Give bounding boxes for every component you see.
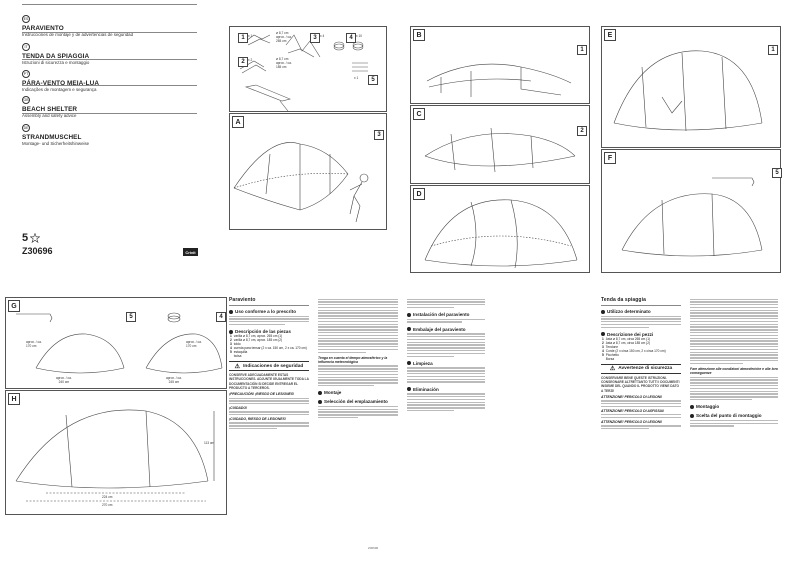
language-code-badge: PT xyxy=(23,72,29,76)
figure-panel-d xyxy=(410,185,590,273)
g-left-width: aprox. / ca. 240 cm xyxy=(56,376,72,384)
panel-g-badge-5: 5 xyxy=(126,312,136,322)
cover-title: PARAVIENTO xyxy=(22,25,64,32)
part-description: Tendone xyxy=(605,344,619,349)
warranty-years: 5 xyxy=(22,232,29,244)
part-description: varilla ø 8,7 cm, aprox. 265 cm (1) xyxy=(233,334,283,339)
cover-subtitle: Istruzioni di sicurezza e montaggio xyxy=(22,60,90,65)
part-description: Asta ø 8,7 cm, circa 185 cm (2) xyxy=(605,340,651,345)
es-safety-bar: ⚠ Indicaciones de seguridad xyxy=(229,361,309,371)
h-height: 113 cm xyxy=(204,441,215,445)
figure-panel-e xyxy=(601,26,781,148)
g-right-width: aprox. / ca. 245 cm xyxy=(166,376,182,384)
it-weather-heading: Fare attenzione alle condizioni atmosferiche e alle loro conseguenze xyxy=(690,367,778,376)
part-number: 4 xyxy=(602,348,604,353)
panel-label-g: G xyxy=(8,300,20,312)
part-row xyxy=(229,354,308,358)
brand-logo xyxy=(183,248,198,256)
es-warning-1: ¡PRECAUCIÓN! ¡RIESGO DE LESIONES! xyxy=(229,392,295,396)
italian-column-1 xyxy=(601,297,681,431)
cover-language-block xyxy=(22,113,197,146)
panel-label-h: H xyxy=(8,393,20,405)
es-section-location: Selección del emplazamiento xyxy=(318,399,398,404)
panel-f-drawing xyxy=(602,150,780,272)
part-description: bolsa xyxy=(233,354,242,359)
spanish-column-2 xyxy=(318,297,398,420)
parts-drawing xyxy=(230,27,386,111)
part-badge-3: 3 xyxy=(310,33,320,43)
part-badge-4: 4 xyxy=(346,33,356,43)
star-icon xyxy=(30,233,40,243)
panel-label-a: A xyxy=(232,116,244,128)
part-number: 5 xyxy=(602,352,604,357)
panel-c-badge: 2 xyxy=(577,126,587,136)
language-code-badge: GB xyxy=(23,98,29,102)
figure-panel-h xyxy=(5,390,227,515)
warranty-badge xyxy=(22,232,40,244)
cover-subtitle: Indicações de montagem e segurança xyxy=(22,87,97,92)
part-description: cuerda para tensar (2 x ca. 150 cm, 2 x ca. 170 cm) xyxy=(233,346,307,351)
part-count-1: x 1 xyxy=(248,34,253,38)
panel-b-badge: 1 xyxy=(577,45,587,55)
it-safety-bar: ⚠ Avvertenze di sicurezza xyxy=(601,364,681,374)
cover-page xyxy=(0,0,200,283)
it-section-assembly: Montaggio xyxy=(690,404,778,409)
part-number: 3 xyxy=(602,344,604,349)
panel-label-e: E xyxy=(604,29,616,41)
panel-d-drawing xyxy=(411,186,589,272)
g-left-height: aprox. / ca. 170 cm xyxy=(26,340,42,348)
panel-e-badge: 1 xyxy=(768,45,778,55)
it-section-use: Utilizzo determinato xyxy=(601,309,681,314)
language-code-badge: ES xyxy=(23,17,29,21)
brand-logo-text: Crivit xyxy=(185,249,196,255)
part-description: toldo xyxy=(233,342,241,347)
part-description: Asta ø 8,7 cm, circa 265 cm (1) xyxy=(605,336,651,341)
part-number: 1 xyxy=(230,334,232,339)
es-warning-3: ¡CUIDADO, RIESGO DE LESIONES! xyxy=(229,416,286,421)
es-section-cleaning: Limpieza xyxy=(407,361,485,366)
part-count-2: x 2 xyxy=(248,58,253,62)
footer-code: Z30696 xyxy=(368,546,379,550)
es-section-install: Instalación del paraviento xyxy=(407,312,485,317)
es-section-use: Uso conforme a lo prescrito xyxy=(229,309,309,314)
panel-b-drawing xyxy=(411,27,589,103)
it-warning-1: ATTENZIONE! PERICOLO DI LESIONI! xyxy=(601,394,663,399)
it-warning-2: ATTENZIONE! PERICOLO DI ASFISSIA! xyxy=(601,408,665,413)
pole1-spec: ø 8,7 cm aprox. / ca. 265 cm xyxy=(276,31,292,43)
panel-label-c: C xyxy=(413,108,425,120)
part-count-4: x 10 xyxy=(356,34,363,38)
part-count-5: x 1 xyxy=(354,76,359,80)
it-header: Tenda da spiaggia xyxy=(601,297,646,303)
panel-label-d: D xyxy=(413,188,425,200)
panel-c-drawing xyxy=(411,106,589,183)
part-row xyxy=(601,357,667,361)
part-count-3: x 4 xyxy=(320,34,325,38)
cover-title: STRANDMUSCHEL xyxy=(22,134,82,141)
part-description: Picchetto xyxy=(605,352,619,357)
part-number: 1 xyxy=(602,336,604,341)
it-warning-3: ATTENZIONE! PERICOLO DI LESIONI! xyxy=(601,419,663,424)
italian-column-2 xyxy=(690,297,778,428)
es-warning-2: ¡CUIDADO! xyxy=(229,405,248,410)
g-right-height: aprox. / ca. 170 cm xyxy=(186,340,202,348)
panel-e-drawing xyxy=(602,27,780,147)
part-description: Borsa xyxy=(605,356,615,361)
cover-subtitle: Assembly and safety advice xyxy=(22,113,77,118)
it-parts-list xyxy=(601,337,667,361)
part-number: 4 xyxy=(230,346,232,351)
part-badge-1: 1 xyxy=(238,33,248,43)
part-description: Corde (2 x circa 150 cm, 2 x circa 170 cm) xyxy=(605,348,666,353)
es-header: Paraviento xyxy=(229,297,256,303)
panel-h-drawing xyxy=(6,391,226,514)
figure-panel-b xyxy=(410,26,590,104)
es-section-parts: Descripción de las piezas xyxy=(229,329,309,334)
pole2-spec: ø 8,7 cm aprox. / ca. 185 cm xyxy=(276,57,292,69)
cover-subtitle: Montage- und Sicherheitshinweise xyxy=(22,141,90,146)
figure-panel-f xyxy=(601,149,781,273)
spanish-column-3 xyxy=(407,297,485,413)
cover-subtitle: Instrucciones de montaje y de advertencias de seguridad xyxy=(22,32,134,37)
part-description: estaquilla xyxy=(233,350,248,355)
language-code-badge: DE xyxy=(23,126,29,130)
it-section-parts: Descrizione dei pezzi xyxy=(601,332,681,337)
part-number: 3 xyxy=(230,342,232,347)
panel-label-b: B xyxy=(413,29,425,41)
it-safety-lead: CONSERVARE BENE QUESTE ISTRUZIONI. CONSEGNARE ALTRETTANTO TUTTI I DOCUMENTI INSIEME DEL QUANDO IL PRODOTTO VIENE DATO A TERZI! xyxy=(601,375,680,393)
es-section-pack: Embalaje del paraviento xyxy=(407,327,485,332)
es-weather-heading: Tenga en cuenta el tiempo atmosférico y la influencia meteorológica xyxy=(318,355,388,364)
cover-title: BEACH SHELTER xyxy=(22,106,78,113)
panel-g-badge-4: 4 xyxy=(216,312,226,322)
h-width-outer: 270 cm xyxy=(102,503,113,507)
es-safety-lead: CONSERVE ADECUADAMENTE ESTAS INSTRUCCIONES. ADJUNTE IGUALMENTE TODA LA DOCUMENTACIÓN SI DECIDE ENTREGAR EL PRODUCTO A TERCEROS. xyxy=(229,373,309,390)
panel-a-drawing xyxy=(230,114,386,229)
cover-title: PÁRA-VENTO MEIA-LUA xyxy=(22,80,100,87)
es-parts-list xyxy=(229,334,308,358)
panel-f-badge: 5 xyxy=(772,168,782,178)
spanish-column-1 xyxy=(229,297,309,431)
panel-a-badge: 3 xyxy=(374,130,384,140)
part-number: 2 xyxy=(602,340,604,345)
cover-title: TENDA DA SPIAGGIA xyxy=(22,53,90,60)
part-description: varilla ø 8,7 cm, aprox. 185 cm (2) xyxy=(233,338,283,343)
language-code-badge: IT xyxy=(22,43,30,51)
es-section-disposal: Eliminación xyxy=(407,387,485,392)
part-number: 2 xyxy=(230,338,232,343)
figure-panel-g xyxy=(5,297,227,389)
ian-number: Z30696 xyxy=(22,246,53,256)
es-section-assembly: Montaje xyxy=(318,390,398,395)
figure-panel-c xyxy=(410,105,590,184)
figure-panel-a xyxy=(229,113,387,230)
panel-label-f: F xyxy=(604,152,616,164)
it-section-location: Scelta del punto di montaggio xyxy=(690,413,778,418)
part-number: 5 xyxy=(230,350,232,355)
h-width-inner: 224 cm xyxy=(102,495,113,499)
parts-overview-panel xyxy=(229,26,387,112)
part-badge-2: 2 xyxy=(238,57,248,67)
part-badge-5: 5 xyxy=(368,75,378,85)
